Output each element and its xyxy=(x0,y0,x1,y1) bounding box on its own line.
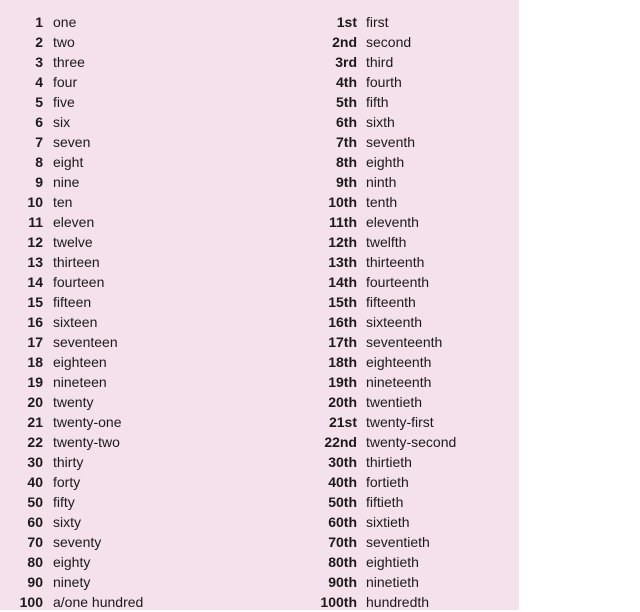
ordinal-number: 19th xyxy=(328,374,357,390)
ordinal-number: 60th xyxy=(328,514,357,530)
cardinal-number: 3 xyxy=(35,54,43,70)
cardinal-word: nineteen xyxy=(53,374,107,390)
cardinal-word: eight xyxy=(53,154,84,170)
table-row xyxy=(0,432,519,452)
cardinal-number: 1 xyxy=(35,14,43,30)
ordinal-number: 11th xyxy=(328,214,357,230)
ordinal-word: thirtieth xyxy=(366,454,412,470)
cardinal-number: 14 xyxy=(27,274,43,290)
ordinal-word: ninetieth xyxy=(366,574,419,590)
table-row xyxy=(0,212,519,232)
ordinal-word: seventh xyxy=(366,134,416,150)
cardinal-number: 8 xyxy=(35,154,43,170)
ordinal-number: 18th xyxy=(328,354,357,370)
ordinal-number: 15th xyxy=(328,294,357,310)
cardinal-word: six xyxy=(53,114,71,130)
cardinal-number: 6 xyxy=(35,114,43,130)
cardinal-number: 2 xyxy=(35,34,43,50)
cardinal-number: 13 xyxy=(27,254,43,270)
cardinal-word: nine xyxy=(53,174,80,190)
cardinal-word: ninety xyxy=(53,574,91,590)
ordinal-word: fourth xyxy=(366,74,402,90)
ordinal-number: 4th xyxy=(336,74,357,90)
table-row xyxy=(0,532,519,552)
ordinal-word: thirteenth xyxy=(366,254,425,270)
cardinal-word: twenty-two xyxy=(53,434,120,450)
numbers-ordinals-table xyxy=(0,12,519,612)
ordinal-number: 22nd xyxy=(324,434,357,450)
table-row xyxy=(0,172,519,192)
table-row xyxy=(0,92,519,112)
table-row xyxy=(0,272,519,292)
cardinal-word: forty xyxy=(53,474,81,490)
table-row xyxy=(0,292,519,312)
table-row xyxy=(0,132,519,152)
ordinal-word: nineteenth xyxy=(366,374,432,390)
cardinal-word: fifteen xyxy=(53,294,92,310)
table-row xyxy=(0,232,519,252)
ordinal-number: 1st xyxy=(336,14,357,30)
cardinal-word: a/one hundred xyxy=(53,594,144,610)
ordinal-number: 13th xyxy=(328,254,357,270)
ordinal-word: ninth xyxy=(366,174,397,190)
cardinal-number: 4 xyxy=(35,74,43,90)
table-row xyxy=(0,112,519,132)
ordinal-number: 90th xyxy=(328,574,357,590)
cardinal-word: twenty xyxy=(53,394,94,410)
cardinal-number: 17 xyxy=(27,334,43,350)
ordinal-word: eighteenth xyxy=(366,354,432,370)
ordinal-word: hundredth xyxy=(366,594,430,610)
ordinal-word: first xyxy=(366,14,389,30)
ordinal-number: 12th xyxy=(328,234,357,250)
ordinal-number: 17th xyxy=(328,334,357,350)
ordinal-word: fifteenth xyxy=(366,294,416,310)
ordinal-number: 2nd xyxy=(332,34,357,50)
ordinal-word: tenth xyxy=(366,194,398,210)
ordinal-word: seventieth xyxy=(366,534,430,550)
ordinal-number: 21st xyxy=(328,414,357,430)
cardinal-word: eighty xyxy=(53,554,91,570)
table-row xyxy=(0,332,519,352)
cardinal-number: 16 xyxy=(27,314,43,330)
table-row xyxy=(0,472,519,492)
cardinal-number: 7 xyxy=(35,134,43,150)
ordinal-number: 50th xyxy=(328,494,357,510)
table-row xyxy=(0,372,519,392)
ordinal-word: fifth xyxy=(366,94,389,110)
table-row xyxy=(0,592,519,612)
cardinal-number: 60 xyxy=(27,514,43,530)
cardinal-number: 15 xyxy=(27,294,43,310)
ordinal-word: third xyxy=(366,54,394,70)
table-row xyxy=(0,552,519,572)
ordinal-number: 8th xyxy=(336,154,357,170)
table-row xyxy=(0,492,519,512)
cardinal-word: twelve xyxy=(53,234,93,250)
cardinal-word: one xyxy=(53,14,77,30)
cardinal-number: 18 xyxy=(27,354,43,370)
ordinal-number: 40th xyxy=(328,474,357,490)
ordinal-number: 7th xyxy=(336,134,357,150)
ordinal-number: 10th xyxy=(328,194,357,210)
ordinal-word: twelfth xyxy=(366,234,407,250)
cardinal-number: 11 xyxy=(28,214,43,230)
cardinal-word: sixty xyxy=(53,514,81,530)
ordinal-word: twenty-second xyxy=(366,434,457,450)
cardinal-number: 12 xyxy=(27,234,43,250)
table-row xyxy=(0,192,519,212)
ordinal-number: 3rd xyxy=(335,54,357,70)
cardinal-word: fourteen xyxy=(53,274,105,290)
cardinal-word: two xyxy=(53,34,75,50)
ordinal-number: 70th xyxy=(328,534,357,550)
ordinal-number: 14th xyxy=(328,274,357,290)
table-row xyxy=(0,572,519,592)
cardinal-word: eighteen xyxy=(53,354,107,370)
table-row xyxy=(0,12,519,32)
ordinal-word: seventeenth xyxy=(366,334,443,350)
ordinal-word: eighth xyxy=(366,154,405,170)
ordinal-number: 5th xyxy=(336,94,357,110)
cardinal-number: 40 xyxy=(27,474,43,490)
cardinal-word: seventy xyxy=(53,534,102,550)
table-row xyxy=(0,252,519,272)
ordinal-word: fiftieth xyxy=(366,494,404,510)
ordinal-word: second xyxy=(366,34,412,50)
ordinal-word: eightieth xyxy=(366,554,419,570)
cardinal-word: twenty-one xyxy=(53,414,122,430)
table-row xyxy=(0,412,519,432)
cardinal-number: 80 xyxy=(27,554,43,570)
table-row xyxy=(0,352,519,372)
cardinal-number: 50 xyxy=(27,494,43,510)
ordinal-number: 30th xyxy=(328,454,357,470)
ordinal-number: 9th xyxy=(336,174,357,190)
cardinal-number: 5 xyxy=(35,94,43,110)
table-row xyxy=(0,152,519,172)
cardinal-number: 19 xyxy=(27,374,43,390)
cardinal-number: 20 xyxy=(27,394,43,410)
table-row xyxy=(0,72,519,92)
ordinal-word: sixth xyxy=(366,114,395,130)
ordinal-number: 20th xyxy=(328,394,357,410)
table-row xyxy=(0,32,519,52)
cardinal-number: 100 xyxy=(19,594,43,610)
cardinal-word: eleven xyxy=(53,214,95,230)
ordinal-number: 16th xyxy=(328,314,357,330)
ordinal-word: fortieth xyxy=(366,474,409,490)
cardinal-number: 21 xyxy=(27,414,43,430)
ordinal-word: twenty-first xyxy=(366,414,434,430)
cardinal-word: three xyxy=(53,54,85,70)
table-row xyxy=(0,512,519,532)
table-row xyxy=(0,392,519,412)
ordinal-number: 6th xyxy=(336,114,357,130)
ordinal-number: 100th xyxy=(320,594,357,610)
cardinal-word: seventeen xyxy=(53,334,118,350)
cardinal-word: fifty xyxy=(53,494,75,510)
cardinal-word: ten xyxy=(53,194,73,210)
cardinal-word: sixteen xyxy=(53,314,98,330)
cardinal-word: thirteen xyxy=(53,254,100,270)
cardinal-number: 22 xyxy=(27,434,43,450)
ordinal-word: sixteenth xyxy=(366,314,423,330)
cardinal-word: seven xyxy=(53,134,91,150)
cardinal-number: 10 xyxy=(27,194,43,210)
cardinal-number: 70 xyxy=(27,534,43,550)
cardinal-number: 90 xyxy=(27,574,43,590)
ordinal-number: 80th xyxy=(328,554,357,570)
cardinal-number: 30 xyxy=(27,454,43,470)
ordinal-word: eleventh xyxy=(366,214,419,230)
table-row xyxy=(0,52,519,72)
ordinal-word: sixtieth xyxy=(366,514,410,530)
ordinal-word: twentieth xyxy=(366,394,423,410)
table-row xyxy=(0,452,519,472)
cardinal-word: five xyxy=(53,94,75,110)
cardinal-word: thirty xyxy=(53,454,84,470)
table-row xyxy=(0,312,519,332)
ordinal-word: fourteenth xyxy=(366,274,430,290)
cardinal-number: 9 xyxy=(35,174,43,190)
cardinal-word: four xyxy=(53,74,78,90)
